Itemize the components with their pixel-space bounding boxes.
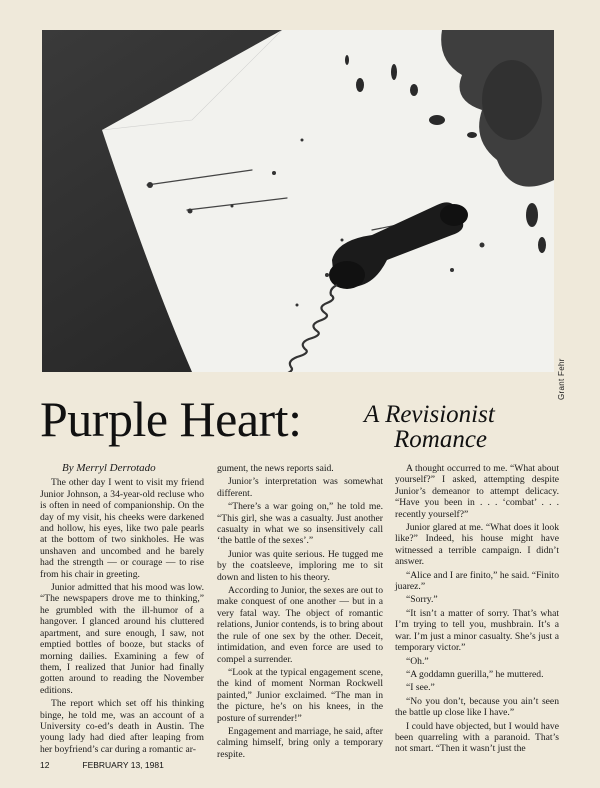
paragraph: According to Junior, the sexes are out to make conquest of one another — but in a very fatal way. The object of romantic relations, Junior contends, is to bring about the rule of one sex by the other. Deceit, intimidation, and even force are used to compel a surrender. xyxy=(217,585,383,665)
paragraph: “No you don’t, because you ain’t seen the battle up close like I have.” xyxy=(395,695,559,719)
paragraph: “Oh.” xyxy=(406,655,429,667)
paragraph: “There’s a war going on,” he told me. “This girl, she was a casualty. Just another casualty in what we so insensitively call ‘the battle of the sexes’.” xyxy=(217,501,383,547)
article-photo xyxy=(42,30,554,372)
article-column-3 xyxy=(395,463,559,757)
paragraph: Junior glared at me. “What does it look like?” Indeed, his house might have witnessed a terrible campaign. I didn’t answer. xyxy=(395,522,559,568)
telephone-photo-illustration xyxy=(42,30,554,372)
paragraph: “A goddamn guerilla,” he muttered. xyxy=(406,668,544,680)
article-column-2 xyxy=(217,463,383,762)
paragraph: I could have objected, but I would have been quarreling with a paranoid. That’s not smart. “Then it wasn’t just the xyxy=(395,720,559,755)
article-column-1 xyxy=(40,463,204,757)
paragraph: gument, the news reports said. xyxy=(217,463,334,474)
photo-credit: Grant Fehr xyxy=(557,358,566,400)
paragraph: Junior admitted that his mood was low. “The newspapers drove me to thinking,” he grumbled with the ill-humor of a hangover. I glanced around his cluttered apartment, and sure enough, I saw, not emptied bottles of booze, but stacks of morning dailies. Examining a few of them, I realized that Junior had finally gotten around to reading the November editions. xyxy=(40,582,204,696)
paragraph: Engagement and marriage, he said, after calming himself, bring only a temporary respite. xyxy=(217,725,383,760)
paragraph: “Look at the typical engagement scene, the kind of moment Norman Rockwell painted,” Junior exclaimed. “The man in the picture, he’s on his knees, in the posture of surrender!” xyxy=(217,666,383,724)
headline-subtitle-line1: A Revisionist xyxy=(364,401,495,428)
paragraph: Junior’s interpretation was somewhat different. xyxy=(217,476,383,499)
paragraph: The other day I went to visit my friend Junior Johnson, a 34-year-old recluse who is often in need of companionship. On the day of my visit, his cheeks were darkened and hollow, his eyes, like two pale pearls at the bottom of two sinkholes. He was unshaven and uncombed and he barely had the strength — or courage — to rise from his chair in greeting. xyxy=(40,477,204,580)
paragraph: The report which set off his thinking binge, he told me, was an account of a University co-ed’s death in Austin. The young lady had died after leaping from her boyfriend’s car during a romantic ar- xyxy=(40,698,204,755)
paragraph: “It isn’t a matter of sorry. That’s what I’m trying to tell you, mushbrain. It’s a war. I’m just a minor casualty. She’s just a temporary victor.” xyxy=(395,607,559,654)
byline: By Merryl Derrotado xyxy=(62,462,156,474)
headline-subtitle xyxy=(364,402,554,452)
issue-date: FEBRUARY 13, 1981 xyxy=(82,760,164,770)
page-number: 12 xyxy=(40,760,50,770)
page-footer xyxy=(40,760,560,770)
paragraph: A thought occurred to me. “What about yourself?” I asked, attempting despite Junior’s demeanor to attempt delicacy. “Have you been in . . . ‘combat’ . . . recently yourself?” xyxy=(395,463,559,520)
paragraph: “I see.” xyxy=(406,682,435,694)
headline-subtitle-line2: Romance xyxy=(394,426,488,453)
paragraph: Junior was quite serious. He tugged me by the coatsleeve, imploring me to sit down and listen to his theory. xyxy=(217,548,383,583)
paragraph: “Alice and I are finito,” he said. “Finito juarez.” xyxy=(395,569,559,593)
headline-main: Purple Heart: xyxy=(40,391,302,447)
paragraph: “Sorry.” xyxy=(406,594,438,606)
